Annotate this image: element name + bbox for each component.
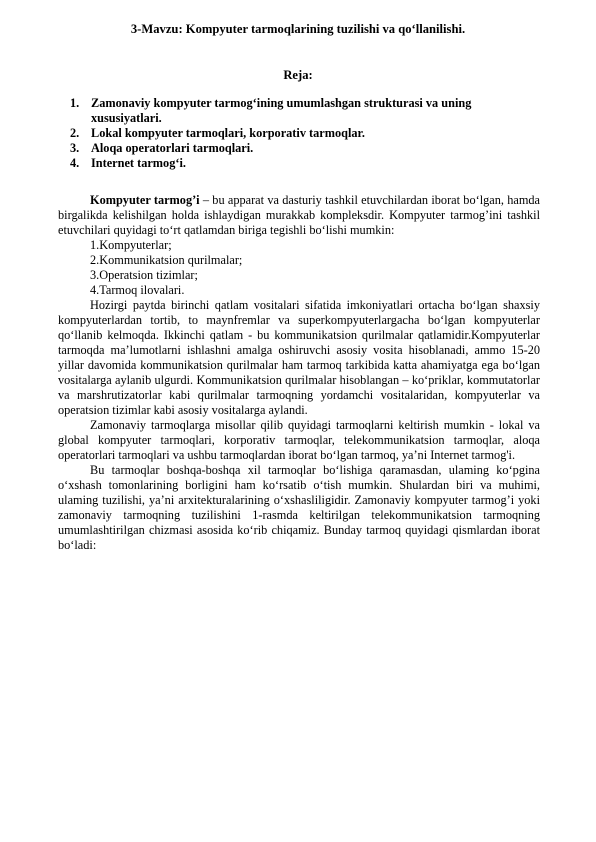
plan-list: [70, 96, 540, 171]
document-title: 3-Mavzu: Kompyuter tarmoqlarining tuzilishi va qo‘llanilishi.: [130, 22, 466, 36]
plan-item-text: Internet tarmog‘i.: [91, 156, 186, 170]
plan-item: [70, 126, 540, 141]
plan-item-text: Aloqa operatorlari tarmoqlari.: [91, 141, 254, 155]
body-paragraph: Hozirgi paytda birinchi qatlam vositalari sifatida imkoniyatlari ortacha bo‘lgan shaxsiy kompyuterlardan tortib, to maynfremlar va superkompyuterlargacha bo‘lgan kompyuterlar qo‘llanib kelmoqda. Ikkinchi qatlam - bu kommunikatsion qurilmalar qatlamidir.Kompyuterlar tarmoqda ma’lumotlarni ishlashni amalga oshiruvchi asosiy vosita hisoblanadi, ammo 15-20 yillar davomida kommunikatsion qurilmalar ham tarmoq tarkibida katta ahamiyatga ega bo‘lgan vositalarga aylanib ulgurdi. Kommunikatsion qurilmalar hisoblangan – ko‘priklar, kommutatorlar va marshrutizatorlar kabi qurilmalar tarmoqning yordamchi vositalaridan, kompyuterlar va operatsion tizimlar kabi asosiy vositalarga aylandi.: [58, 298, 540, 417]
layer-item: 4.Tarmoq ilovalari.: [90, 283, 185, 297]
plan-item-number: 2.: [70, 126, 80, 140]
plan-item: [70, 156, 540, 171]
body-text: [58, 193, 540, 553]
layer-item: 1.Kompyuterlar;: [90, 238, 172, 252]
plan-item-number: 4.: [70, 156, 80, 170]
plan-item: [70, 141, 540, 156]
plan-item-text: Zamonaviy kompyuter tarmog‘ining umumlashgan strukturasi va uning xususiyatlari.: [91, 96, 472, 125]
plan-item-number: 1.: [70, 96, 80, 110]
intro-definition: – bu apparat va dasturiy tashkil etuvchilardan iborat bo‘lgan, hamda birgalikda kelishilgan holda ishlaydigan murakkab kompleksdir. Kompyuter tarmog’ini tashkil etuvchilari quyidagi to‘rt qatlamdan biriga tegishli bo‘lishi mumkin:: [58, 193, 540, 237]
intro-paragraph: [58, 193, 540, 238]
body-paragraph: Zamonaviy tarmoqlarga misollar qilib quyidagi tarmoqlarni keltirish mumkin - lokal va global kompyuter tarmoqlari, korporativ tarmoqlar, telekommunikatsion tarmoqlar, aloqa operatorlari tarmoqlari va ushbu tarmoqlardan iborat bo‘lgan tarmoq, ya’ni Internet tarmog'i.: [58, 418, 540, 462]
layer-item: 2.Kommunikatsion qurilmalar;: [90, 253, 243, 267]
defined-term: Kompyuter tarmog’i: [90, 193, 200, 207]
plan-item: [70, 96, 540, 126]
plan-heading: Reja:: [283, 68, 313, 82]
plan-item-text: Lokal kompyuter tarmoqlari, korporativ tarmoqlar.: [91, 126, 365, 140]
layer-item: 3.Operatsion tizimlar;: [90, 268, 198, 282]
plan-item-number: 3.: [70, 141, 80, 155]
body-paragraph: Bu tarmoqlar boshqa-boshqa xil tarmoqlar bo‘lishiga qaramasdan, ulaming ko‘pgina o‘xshash tomonlarining borligini ham ko‘rsatib o‘tish mumkin. Shulardan biri va muhimi, ulaming tuzilishi, ya’ni arxitekturalarining o‘xshasliligidir. Zamonaviy kompyuter tarmog’i yoki zamonaviy tarmoqning tuzilishini 1-rasmda keltirilgan telekommunikatsion tarmoqning umumlashtirilgan chizmasi asosida ko‘rib chiqamiz. Bunday tarmoq quyidagi qismlardan iborat bo‘ladi:: [58, 463, 540, 552]
